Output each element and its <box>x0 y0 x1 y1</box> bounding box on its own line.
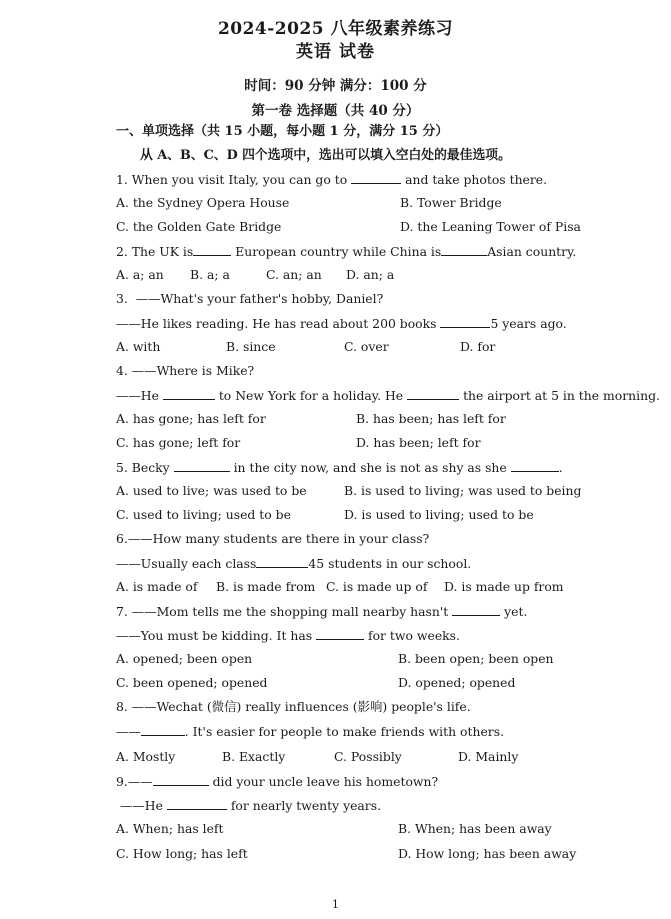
option-c: C. How long; has left <box>116 846 248 861</box>
question-2-stem <box>116 243 576 260</box>
answer-blank <box>174 459 230 472</box>
question-8-stem <box>116 699 471 715</box>
stem-text: 5 years ago. <box>490 316 567 331</box>
stem-text: for nearly twenty years. <box>230 798 382 813</box>
answer-blank <box>440 315 490 328</box>
answer-blank <box>452 603 500 616</box>
stem-text: for two weeks. <box>368 628 460 643</box>
answer-blank <box>511 459 559 472</box>
stem-text: —— <box>116 724 141 739</box>
stem-text: ——He <box>120 798 163 813</box>
stem-text: ——How many students are there in your class? <box>127 531 430 546</box>
question-1-stem <box>116 171 547 188</box>
question-6-response <box>116 555 471 572</box>
option-a: A. the Sydney Opera House <box>116 195 290 210</box>
question-number: 6. <box>116 531 128 546</box>
option-a: A. has gone; has left for <box>116 411 266 426</box>
option-d: D. Mainly <box>458 749 519 764</box>
question-8-response <box>116 723 504 740</box>
stem-text: The UK is <box>131 244 194 259</box>
exam-subtitle: 英语 试卷 <box>296 42 375 62</box>
stem-text: Asian country. <box>487 244 577 259</box>
option-a: A. a; an <box>116 267 164 282</box>
stem-text: and take photos there. <box>405 172 548 187</box>
question-7-response <box>116 627 460 644</box>
option-a: A. opened; been open <box>116 651 253 666</box>
answer-blank <box>163 387 215 400</box>
option-c: C. an; an <box>266 267 322 282</box>
question-number: 3. <box>116 291 128 306</box>
option-d: D. How long; has been away <box>398 846 577 861</box>
option-b: B. When; has been away <box>398 821 552 836</box>
question-9-response <box>120 797 381 814</box>
exam-title: 2024-2025 八年级素养练习 <box>217 19 454 39</box>
question-number: 8. <box>116 699 128 714</box>
stem-text: to New York for a holiday. He <box>218 388 404 403</box>
option-a: A. with <box>116 339 161 354</box>
question-7-stem <box>116 603 527 620</box>
option-b: B. is made from <box>216 579 316 594</box>
option-d: D. is made up from <box>444 579 564 594</box>
question-4-response <box>116 387 660 404</box>
option-c: C. used to living; used to be <box>116 507 291 522</box>
answer-blank <box>153 773 209 786</box>
question-number: 7. <box>116 604 128 619</box>
stem-text: ——Mom tells me the shopping mall nearby hasn't <box>131 604 449 619</box>
option-c: C. Possibly <box>334 749 402 764</box>
option-c: C. is made up of <box>326 579 428 594</box>
option-a: A. used to live; was used to be <box>116 483 307 498</box>
stem-text: ——Wechat (微信) really influences (影响) people's life. <box>131 699 471 714</box>
option-b: B. since <box>226 339 276 354</box>
question-4-stem <box>116 363 254 379</box>
question-number: 4. <box>116 363 128 378</box>
stem-text: ——He likes reading. He has read about 200 books <box>116 316 437 331</box>
option-d: D. an; a <box>346 267 395 282</box>
question-number: 9. <box>116 774 128 789</box>
option-a: A. Mostly <box>116 749 176 764</box>
option-b: B. is used to living; was used to being <box>344 483 582 498</box>
time-info: 时间：90 分钟 满分：100 分 <box>244 78 427 94</box>
stem-text: 45 students in our school. <box>308 556 472 571</box>
option-b: B. Exactly <box>222 749 286 764</box>
option-c: C. has gone; left for <box>116 435 241 450</box>
option-a: A. is made of <box>116 579 198 594</box>
stem-text: . It's easier for people to make friends with others. <box>184 724 505 739</box>
question-number: 5. <box>116 460 128 475</box>
part-heading: 第一卷 选择题（共 40 分） <box>251 103 420 119</box>
answer-blank <box>141 723 185 736</box>
option-b: B. been open; been open <box>398 651 554 666</box>
stem-text: yet. <box>504 604 528 619</box>
option-b: B. has been; has left for <box>356 411 506 426</box>
stem-text: ——Where is Mike? <box>131 363 255 378</box>
question-number: 2. <box>116 244 128 259</box>
option-c: C. been opened; opened <box>116 675 268 690</box>
stem-text: ——What's your father's hobby, Daniel? <box>135 291 384 306</box>
section-instruction: 从 A、B、C、D 四个选项中，选出可以填入空白处的最佳选项。 <box>140 148 511 163</box>
question-number: 1. <box>116 172 128 187</box>
section-heading: 一、单项选择（共 15 小题，每小题 1 分，满分 15 分） <box>116 124 449 139</box>
question-3-stem <box>116 291 383 307</box>
question-6-stem <box>116 531 429 547</box>
option-d: D. for <box>460 339 496 354</box>
answer-blank <box>441 243 487 256</box>
option-d: D. the Leaning Tower of Pisa <box>400 219 581 234</box>
stem-text: When you visit Italy, you can go to <box>131 172 348 187</box>
option-c: C. over <box>344 339 389 354</box>
stem-text: ——Usually each class <box>116 556 257 571</box>
question-9-stem <box>116 773 438 790</box>
question-3-response <box>116 315 567 332</box>
stem-text: did your uncle leave his hometown? <box>212 774 439 789</box>
answer-blank <box>167 797 227 810</box>
stem-text: European country while China is <box>235 244 442 259</box>
option-b: B. a; a <box>190 267 230 282</box>
answer-blank <box>193 243 231 256</box>
question-5-stem <box>116 459 563 476</box>
option-d: D. has been; left for <box>356 435 481 450</box>
stem-text: in the city now, and she is not as shy as she <box>233 460 507 475</box>
answer-blank <box>407 387 459 400</box>
option-d: D. opened; opened <box>398 675 516 690</box>
page-number: 1 <box>332 898 339 911</box>
stem-text: Becky <box>131 460 170 475</box>
answer-blank <box>351 171 401 184</box>
answer-blank <box>316 627 364 640</box>
option-c: C. the Golden Gate Bridge <box>116 219 282 234</box>
option-d: D. is used to living; used to be <box>344 507 534 522</box>
answer-blank <box>256 555 308 568</box>
stem-text: the airport at 5 in the morning. <box>463 388 660 403</box>
stem-text: ——You must be kidding. It has <box>116 628 313 643</box>
stem-text: —— <box>127 774 153 789</box>
stem-text: ——He <box>116 388 159 403</box>
stem-text: . <box>558 460 563 475</box>
option-b: B. Tower Bridge <box>400 195 502 210</box>
option-a: A. When; has left <box>116 821 224 836</box>
